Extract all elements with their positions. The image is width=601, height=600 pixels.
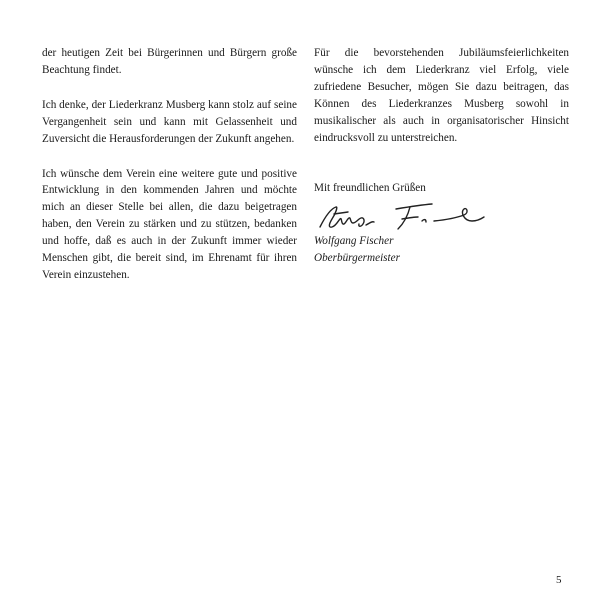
right-column xyxy=(314,45,569,267)
paragraph: Ich denke, der Liederkranz Musberg kann stolz auf seine Vergangenheit sein und kann mit Gelassenheit und Zuversicht die Herausforderungen der Zukunft angehen. xyxy=(42,98,297,145)
paragraph: Für die bevorstehenden Jubiläumsfeierlichkeiten wünsche ich dem Liederkranz viel Erfolg, viele zufriedene Besucher, mögen Sie dazu beitragen, das Können des Liederkranzes Musberg sowohl in musikalischer als auch in organisatorischer Hinsicht eindrucksvoll zu unterstreichen. xyxy=(314,47,569,144)
signer-title: Oberbürgermeister xyxy=(314,252,400,265)
paragraph: Ich wünsche dem Verein eine weitere gute und positive Entwicklung in den kommenden Jahren und möchte mich an dieser Stelle bei allen, die dazu beigetragen haben, den Verein zu stärken und zu stützen, bedanken und hoffe, daß es auch in der Zukunft immer wieder Menschen gibt, die bereit sind, im Ehrenamt für ihren Verein einzustehen. xyxy=(42,167,297,281)
signer-name: Wolfgang Fischer xyxy=(314,235,394,248)
closing-greeting: Mit freundlichen Grüßen xyxy=(314,182,426,195)
paragraph: der heutigen Zeit bei Bürgerinnen und Bürgern große Beachtung findet. xyxy=(42,47,297,76)
left-column xyxy=(42,45,297,302)
page-number: 5 xyxy=(556,574,562,586)
